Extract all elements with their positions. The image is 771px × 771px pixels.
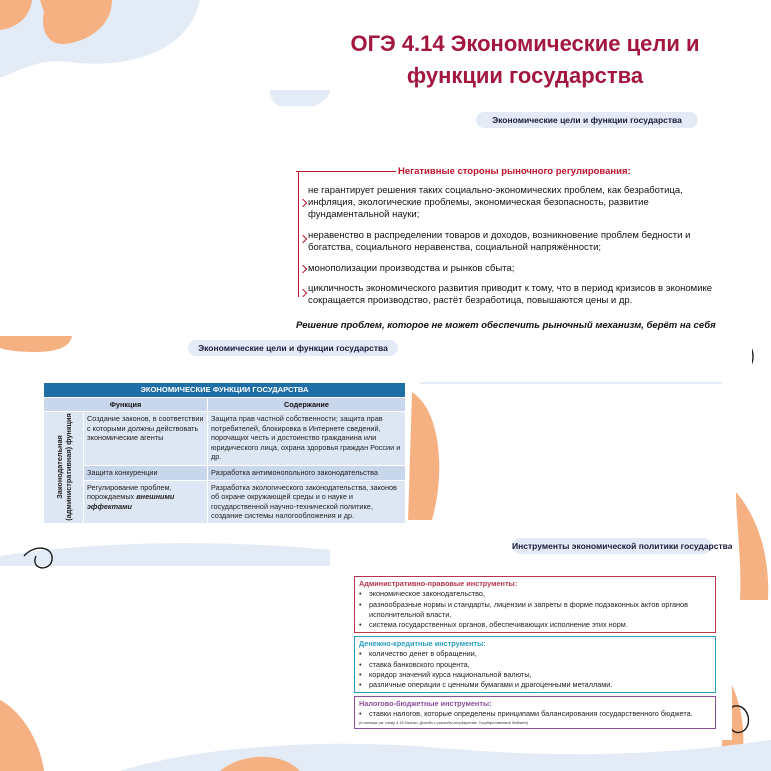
list-item: • разнообразные нормы и стандарты, лицензии и запреты в форме подзаконных актов органов исполнительной власти, xyxy=(359,600,711,621)
arrow-icon xyxy=(299,235,307,243)
vertical-label-cell xyxy=(44,412,84,524)
column-header-content: Содержание xyxy=(208,397,406,412)
function-cell: Защита конкуренции xyxy=(84,466,208,481)
instrument-box-monetary xyxy=(354,636,716,693)
content-cell: Защита прав частной собственности; защита прав потребителей, блокировка в Интернете сведений, порочащих честь и достоинство гражданина или юридического лица, охрана здоровья граждан России и др. xyxy=(208,412,406,466)
table-row xyxy=(44,480,406,523)
negative-item: неравенство в распределении товаров и доходов, возникновение проблем бедности и богатства, социального неравенства, социальной напряжённости; xyxy=(308,230,691,253)
box-heading: Налогово-бюджетные инструменты: xyxy=(359,699,492,708)
negative-item: монополизации производства и рынков сбыта; xyxy=(308,263,515,274)
list-item: • экономическое законодательство, xyxy=(359,589,711,599)
table-title: ЭКОНОМИЧЕСКИЕ ФУНКЦИИ ГОСУДАРСТВА xyxy=(44,383,406,398)
instrument-box-administrative xyxy=(354,576,716,633)
function-emphasis: внешними эффектами xyxy=(87,492,175,511)
content-cell: Разработка экологического законодательства, законов об охране окружающей среды и о науке и государственной научно-технической политике, создание системы налогообложения и др. xyxy=(208,480,406,523)
list-item: • коридор значений курса национальной валюты, xyxy=(359,670,711,680)
arrow-icon xyxy=(299,265,307,273)
list-item: • ставка банковского процента, xyxy=(359,660,711,670)
function-cell xyxy=(84,480,208,523)
arrow-icon xyxy=(299,199,307,207)
negative-item: не гарантирует решения таких социально-экономических проблем, как безработица, инфляция, экологические проблемы, экономическая безопасность, развитие фундаментальной науки; xyxy=(308,185,683,220)
functions-table xyxy=(43,382,406,524)
function-text: Регулирование проблем, порождаемых xyxy=(87,482,172,501)
box-heading: Денежно-кредитные инструменты: xyxy=(359,639,486,648)
slide1-header-pill: Экономические цели и функции государства xyxy=(476,112,698,128)
page-title xyxy=(300,28,750,92)
bottom-statement: Решение проблем, которое не может обеспечить рыночный механизм, берёт на себя xyxy=(296,320,716,331)
vertical-label: Законодательная (административная) функция xyxy=(54,413,73,521)
box-heading: Административно-правовые инструменты: xyxy=(359,579,518,588)
arrow-icon xyxy=(299,289,307,297)
slide2-header-pill: Экономические цели и функции государства xyxy=(188,340,398,356)
instrument-box-fiscal xyxy=(354,696,716,729)
table-row xyxy=(44,412,406,466)
negative-heading: Негативные стороны рыночного регулирования: xyxy=(398,166,631,177)
footnote: (о налогах см. тему 4.15 Налоги. Доходы и расходы государства. Государственный бюджет) xyxy=(359,720,529,725)
negative-item: цикличность экономического развития приводит к тому, что в период кризисов в экономике сокращается производство, растёт безработица, повышаются цены и др. xyxy=(308,283,713,306)
slide-policy-instruments xyxy=(332,534,732,740)
list-item: • ставки налогов, которые определены принципами балансирования государственного бюджета. xyxy=(359,709,711,719)
content-cell: Разработка антимонопольного законодательства xyxy=(208,466,406,481)
column-header-function: Функция xyxy=(44,397,208,412)
slide3-header-pill: Инструменты экономической политики государства xyxy=(512,538,712,554)
table-row xyxy=(44,466,406,481)
list-rule xyxy=(298,171,299,297)
list-item: • количество денег в обращении, xyxy=(359,649,711,659)
list-item: • система государственных органов, обеспечивающих исполнение этих норм. xyxy=(359,620,711,630)
page-title-line1: ОГЭ 4.14 Экономические цели и xyxy=(350,31,700,56)
heading-rule xyxy=(296,171,396,172)
page-title-line2: функции государства xyxy=(406,63,644,88)
list-item: • различные операции с ценными бумагами и драгоценными металлами. xyxy=(359,680,711,690)
slide-economic-functions xyxy=(20,336,432,536)
function-cell: Создание законов, в соответствии с которыми должны действовать экономические агенты xyxy=(84,412,208,466)
